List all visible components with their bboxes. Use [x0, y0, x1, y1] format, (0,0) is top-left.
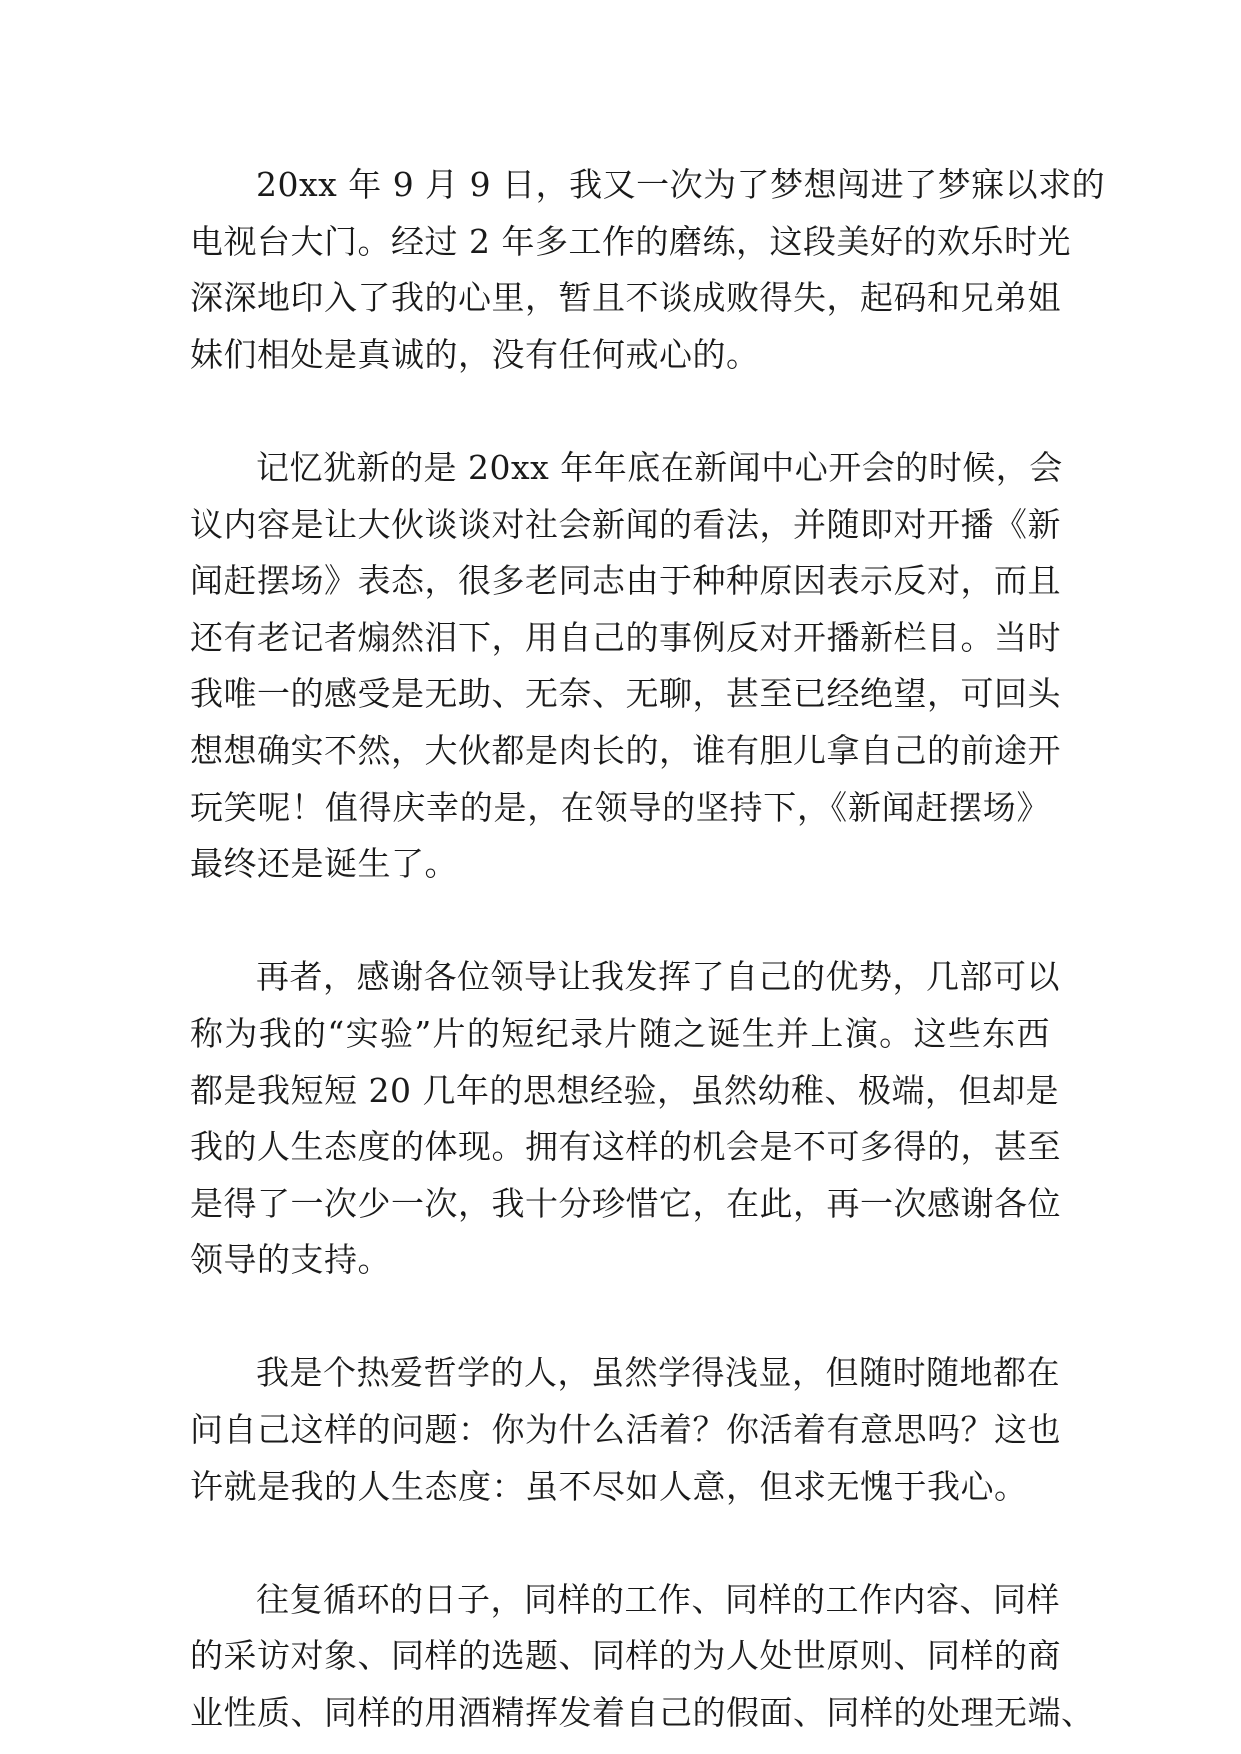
text-line: 称为我的“实验”片的短纪录片随之诞生并上演。这些东西 — [190, 1013, 1050, 1053]
paragraph — [190, 157, 1106, 383]
text-line: 领导的支持。 — [190, 1240, 391, 1280]
text-line: 电视台大门。经过 2 年多工作的磨练，这段美好的欢乐时光 — [190, 221, 1071, 261]
paragraph — [190, 949, 1061, 1289]
paragraph — [190, 440, 1063, 893]
text-line: 问自己这样的问题：你为什么活着？你活着有意思吗？这也 — [190, 1410, 1061, 1450]
document-body — [190, 157, 1106, 1742]
text-line: 是得了一次少一次，我十分珍惜它，在此，再一次感谢各位 — [190, 1183, 1061, 1223]
text-line: 我唯一的感受是无助、无奈、无聊，甚至已经绝望，可回头 — [190, 674, 1061, 714]
text-line: 深深地印入了我的心里，暂且不谈成败得失，起码和兄弟姐 — [190, 278, 1061, 318]
text-line: 都是我短短 20 几年的思想经验，虽然幼稚、极端，但却是 — [190, 1070, 1059, 1110]
text-line: 想想确实不然，大伙都是肉长的，谁有胆儿拿自己的前途开 — [190, 730, 1061, 770]
text-line: 记忆犹新的是 20xx 年年底在新闻中心开会的时候，会 — [256, 447, 1063, 487]
text-line: 最终还是诞生了。 — [190, 844, 458, 884]
text-line: 我是个热爱哲学的人，虽然学得浅显，但随时随地都在 — [256, 1353, 1060, 1393]
text-line: 妹们相处是真诚的，没有任何戒心的。 — [190, 334, 760, 374]
text-line: 再者，感谢各位领导让我发挥了自己的优势，几部可以 — [256, 957, 1060, 997]
text-line: 的采访对象、同样的选题、同样的为人处世原则、同样的商 — [190, 1636, 1061, 1676]
text-line: 许就是我的人生态度：虽不尽如人意，但求无愧于我心。 — [190, 1466, 1028, 1506]
text-line: 往复循环的日子，同样的工作、同样的工作内容、同样 — [256, 1579, 1060, 1619]
paragraph — [190, 1345, 1061, 1515]
text-line: 我的人生态度的体现。拥有这样的机会是不可多得的，甚至 — [190, 1127, 1061, 1167]
text-line: 闻赶摆场》表态，很多老同志由于种种原因表示反对，而且 — [190, 561, 1061, 601]
text-line: 20xx 年 9 月 9 日，我又一次为了梦想闯进了梦寐以求的 — [256, 165, 1106, 204]
text-line: 还有老记者煽然泪下，用自己的事例反对开播新栏目。当时 — [190, 617, 1061, 657]
text-line: 业性质、同样的用酒精挥发着自己的假面、同样的处理无端、 — [190, 1693, 1095, 1733]
text-line: 议内容是让大伙谈谈对社会新闻的看法，并随即对开播《新 — [190, 504, 1061, 544]
text-line: 玩笑呢！值得庆幸的是，在领导的坚持下，《新闻赶摆场》 — [190, 787, 1050, 827]
paragraph — [190, 1572, 1095, 1742]
